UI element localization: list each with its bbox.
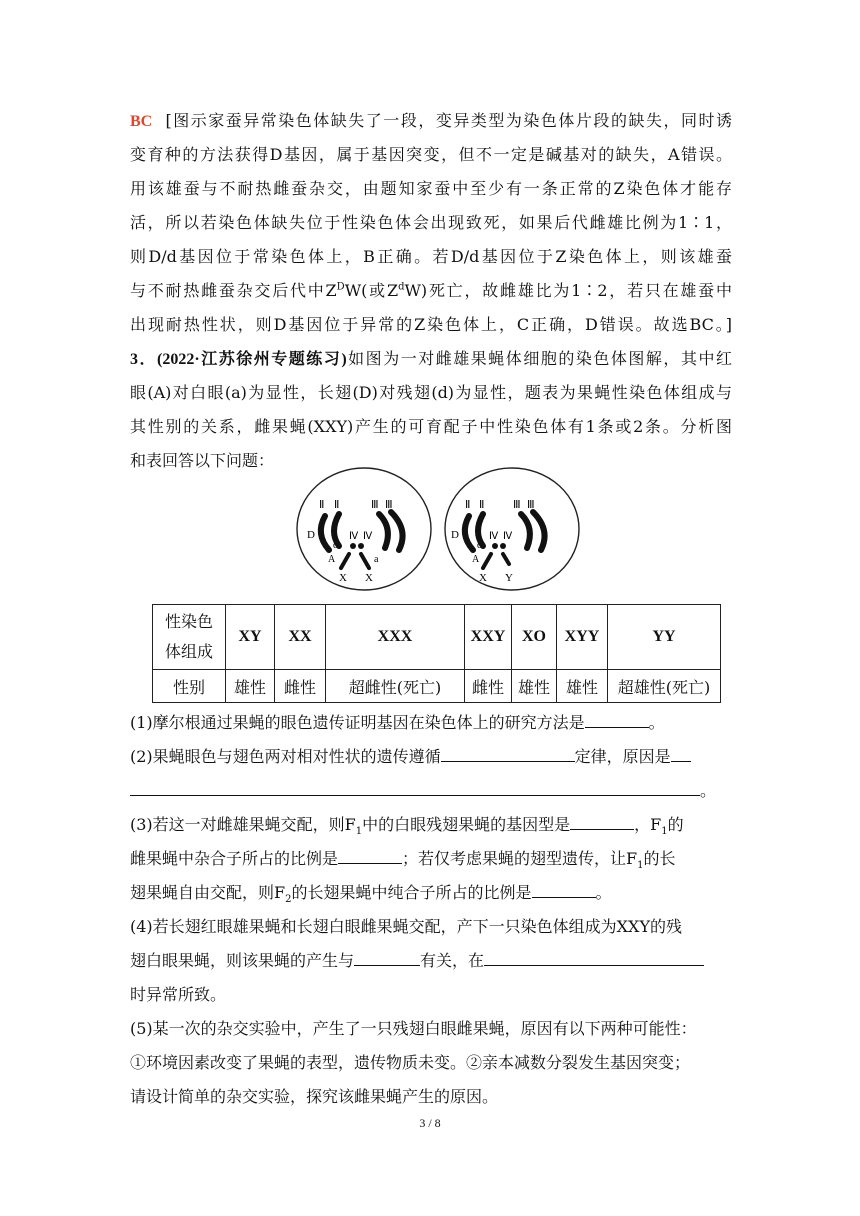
gene-label: A (472, 554, 480, 565)
subquestion-5-cont: ①环境因素改变了果蝇的表型，遗传物质未变。②亲本减数分裂发生基因突变； (130, 1053, 691, 1072)
question-source: (2022·江苏徐州专题练习) (157, 351, 347, 368)
q2-end: 。 (700, 781, 717, 800)
x-chromosome (361, 554, 369, 568)
question-3-line-1 (130, 342, 732, 376)
table-row (153, 605, 721, 670)
chromosome-ii-right (334, 514, 339, 546)
answer-blank[interactable] (671, 743, 691, 762)
solution-text-1: [图示家蚕异常染色体缺失了一段，变异类型为染色体片段的缺失，同时诱 (165, 111, 733, 130)
q2-text: (2)果蝇眼色与翅色两对相对性状的遗传遵循 (130, 747, 441, 766)
y-chromosome (503, 554, 509, 564)
subscript: 2 (285, 894, 292, 906)
q1-end: 。 (648, 713, 665, 732)
chromosome-iv (350, 543, 356, 549)
chromosome-ii-right (478, 514, 483, 546)
gene-label: D (451, 529, 459, 541)
table-header-cell: XY (226, 605, 275, 670)
subquestion-3-cont (130, 842, 732, 876)
table-row-header: 性别 (153, 670, 226, 703)
male-cell (445, 468, 579, 590)
question-text-1: 如图为一对雌雄果蝇体细胞的染色体图解，其中红 (346, 349, 732, 368)
sex-chromosome-table (152, 604, 721, 703)
female-cell (297, 468, 431, 590)
answer-blank[interactable] (354, 947, 420, 966)
table-row-header (153, 605, 226, 670)
question-3-line-4: 和表回答以下问题： (130, 451, 275, 470)
chromosome-iii-right (533, 512, 545, 550)
q3-text: ；若仅考虑果蝇的翅型遗传，让F (402, 849, 638, 868)
x-chromosome (341, 554, 349, 568)
q3-text: 的长翅果蝇中纯合子所占的比例是 (291, 883, 532, 902)
question-3-line-2: 眼(A)对白眼(a)为显性，长翅(D)对残翅(d)为显性，题表为果蝇性染色体组成与 (130, 383, 732, 402)
header-part: 体组成 (164, 642, 213, 661)
subscript: 1 (661, 826, 668, 838)
solution-text-6: 与不耐热雌蚕杂交后代中 (130, 281, 326, 300)
q3-text: 的长 (643, 849, 676, 868)
solution-line-7: 出现耐热性状，则D基因位于异常的Z染色体上，C正确，D错误。故选BC。] (130, 315, 732, 334)
chromosome-figure (295, 466, 581, 592)
q4-text: 翅白眼果蝇，则该果蝇的产生与 (130, 951, 355, 970)
answer-blank[interactable] (570, 811, 634, 830)
chromosome-iv (492, 543, 498, 549)
table-header-cell: XXY (465, 605, 512, 670)
answer-blank[interactable] (585, 709, 649, 728)
chromosome-iv (500, 543, 506, 549)
roman-label: Ⅲ (527, 499, 535, 511)
subscript: 1 (637, 860, 644, 872)
answer-blank[interactable] (130, 777, 700, 796)
subquestion-3 (130, 808, 732, 842)
subquestion-3-cont2 (130, 876, 732, 910)
table-cell: 雄性 (226, 670, 275, 703)
q3-text: 雌果蝇中杂合子所占的比例是 (130, 849, 339, 868)
subquestion-4-cont2: 时异常所致。 (130, 985, 227, 1004)
z-symbol-2: Z (386, 281, 399, 300)
subquestion-4 (130, 910, 732, 944)
roman-label: Ⅳ (489, 531, 499, 542)
q3-text: 中的白眼残翅果蝇的基因型是 (362, 815, 571, 834)
solution-paragraph (130, 104, 732, 478)
sex-chrom-label: X (339, 572, 347, 584)
table-header-cell: XX (275, 605, 326, 670)
chromosome-iii-left (379, 514, 388, 548)
roman-label: Ⅲ (371, 499, 379, 511)
subquestion-1 (130, 706, 732, 740)
gene-label: A (328, 554, 336, 565)
answer-blank[interactable] (532, 879, 596, 898)
chromosome-ii-left (465, 516, 473, 550)
gene-label: a (374, 554, 379, 565)
solution-text-6b: W(或 (344, 281, 387, 300)
roman-label: Ⅳ (503, 531, 513, 542)
roman-label: Ⅳ (363, 531, 373, 542)
roman-label: Ⅱ (465, 499, 471, 511)
q1-text: (1)摩尔根通过果蝇的眼色遗传证明基因在染色体上的研究方法是 (130, 713, 585, 732)
q4-text: (4)若长翅红眼雄果蝇和长翅白眼雌果蝇交配，产下一只染色体组成为XXY的残 (130, 917, 683, 936)
sex-chrom-label: X (365, 572, 373, 584)
roman-label: Ⅱ (334, 499, 340, 511)
q4-text: 有关，在 (420, 951, 485, 970)
subquestion-4-cont (130, 944, 732, 978)
subquestion-2 (130, 740, 732, 774)
solution-line-3: 用该雄蚕与不耐热雌蚕杂交，由题知家蚕中至少有一条正常的Z染色体才能存 (130, 179, 732, 198)
sex-chrom-label: Y (505, 572, 513, 584)
chromosome-iii-right (391, 512, 403, 550)
roman-label: Ⅳ (349, 531, 359, 542)
q3-text: 的 (667, 815, 684, 834)
solution-line-1 (130, 104, 732, 138)
solution-line-2: 变育种的方法获得D基因，属于基因突变，但不一定是碱基对的缺失，A错误。 (130, 145, 732, 164)
question-3-line-3: 其性别的关系，雌果蝇(XXY)产生的可育配子中性染色体有1条或2条。分析图 (130, 417, 732, 436)
table-row (153, 670, 721, 703)
roman-label: Ⅲ (385, 499, 393, 511)
solution-text-6c: W)死亡，故雌雄比为1∶2，若只在雄蚕中 (404, 281, 732, 300)
table-header-cell: YY (608, 605, 721, 670)
table-header-cell: XXX (326, 605, 465, 670)
page-number: 3 / 8 (419, 1116, 441, 1130)
roman-label: Ⅱ (479, 499, 485, 511)
roman-label: Ⅲ (513, 499, 521, 511)
q3-text: ，F (634, 815, 662, 834)
chromosome-iv (358, 543, 364, 549)
table-cell: 雄性 (557, 670, 608, 703)
sup-d-lower: d (398, 281, 405, 293)
solution-line-5: 则D/d基因位于常染色体上，B正确。若D/d基因位于Z染色体上，则该雄蚕 (130, 247, 732, 266)
q2-mid: 定律，原因是 (574, 747, 671, 766)
table-header-cell: XYY (557, 605, 608, 670)
question-number: 3． (130, 351, 158, 368)
subquestion-2-cont (130, 774, 732, 808)
solution-line-6 (130, 274, 732, 308)
gene-label: d (333, 540, 338, 551)
q3-text: (3)若这一对雌雄果蝇交配，则F (130, 815, 356, 834)
q3-text: 。 (595, 883, 612, 902)
gene-label: d (477, 540, 482, 551)
solution-line-4: 活，所以若染色体缺失位于性染色体会出现致死，如果后代雌雄比例为1∶1， (130, 213, 732, 232)
answer-blank[interactable] (484, 947, 704, 966)
answer-blank[interactable] (338, 845, 402, 864)
table-cell: 雄性 (512, 670, 557, 703)
chromosome-iii-left (521, 514, 530, 548)
table-cell: 雌性 (465, 670, 512, 703)
x-chromosome (483, 554, 491, 568)
table-header-cell: XO (512, 605, 557, 670)
sex-chrom-label: X (479, 572, 487, 584)
answer-blank[interactable] (441, 743, 575, 762)
sup-d-upper: D (336, 281, 345, 293)
subquestion-5-cont2: 请设计简单的杂交实验，探究该雌果蝇产生的原因。 (130, 1087, 499, 1106)
subscript: 1 (355, 826, 363, 838)
subquestion-5: (5)某一次的杂交实验中，产生了一只残翅白眼雌果蝇，原因有以下两种可能性： (130, 1019, 697, 1038)
roman-label: Ⅱ (319, 499, 325, 511)
table-cell: 超雌性(死亡) (326, 670, 465, 703)
table-cell: 超雄性(死亡) (608, 670, 721, 703)
q3-text: 翅果蝇自由交配，则F (130, 883, 286, 902)
z-symbol: Z (325, 281, 337, 300)
answer-label: BC (130, 113, 153, 130)
table-cell: 雌性 (275, 670, 326, 703)
gene-label: D (307, 529, 315, 541)
header-part: 性染色 (164, 612, 213, 631)
chromosome-ii-left (321, 516, 329, 550)
